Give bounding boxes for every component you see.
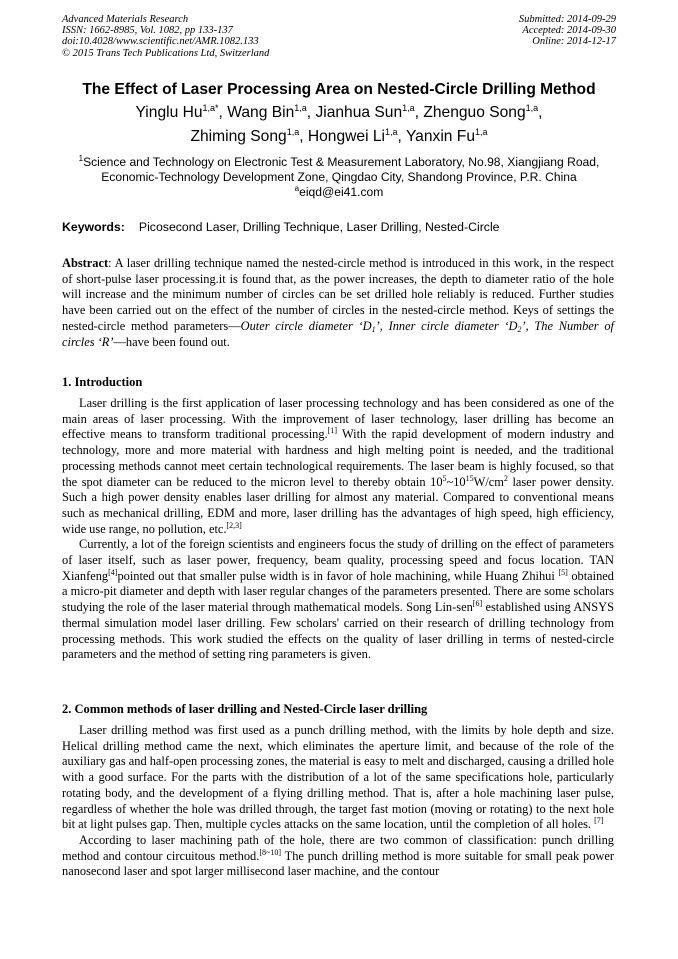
- paragraph: Laser drilling method was first used as a punch drilling method, with the limits by hole depth and size. Helical drilling method came the next, which eliminates the aperture limit, and because of the role of the auxiliary gas and half-open processing zones, the material is easy to melt and discharged, causing a drilled hole with a good surface. For the parts with the distribution of a lot of the same specifications hole, particularly rotating body, and the development of a flying drilling method. That is, after a hole machining laser pulse, regardless of whether the hole was drilled through, the target fast motion (moving or rotating) to the next hole bit at light pulses gap. Then, multiple cycles attacks on the same location, until the completion of all holes. [7]: [62, 723, 615, 832]
- author-separator: ,: [414, 104, 424, 121]
- citation[interactable]: [2,3]: [226, 520, 242, 530]
- paragraph: Laser drilling is the first application of laser processing technology and has been considered as one of the main areas of laser processing. With the improvement of laser technology, laser drilling has become an effective means to transform traditional processing.[1] With the rapid development of modern industry and technology, more and more material with hardness and high melting point is needed, and the traditional processing methods cannot meet certain technological requirements. The laser beam is highly focused, so that the spot diameter can be reduced to the micron level to thereby obtain $10^5\sim 10^{15}W/cm^2$ laser power density. Such a high power density enables laser drilling for almost any material. Compared to conventional means such as mechanical drilling, EDM and more, laser drilling has the advantages of high speed, high efficiency, wide use range, no pollution, etc.[2,3]: [62, 396, 615, 536]
- author-name: Zhiming Song: [190, 128, 287, 145]
- email-link[interactable]: eiqd@ei41.com: [299, 185, 384, 199]
- keywords-label: Keywords:: [62, 220, 125, 234]
- citation[interactable]: [1]: [327, 426, 337, 436]
- online-date: Online: 2014-12-17: [532, 36, 616, 48]
- submitted-date: Submitted: 2014-09-29: [518, 14, 616, 25]
- paragraph: According to laser machining path of the hole, there are two common of classification: punch drilling method and contour circuitous method.[8~10] The punch drilling method is more suitable for small peak power nanosecond laser and spot larger millisecond laser machine, and the contour: [62, 832, 615, 879]
- doi-link[interactable]: doi:10.4028/www.scientific.net/AMR.1082.133: [62, 36, 259, 48]
- author-separator: ,: [218, 104, 228, 121]
- author-affil-mark: 1,a: [525, 103, 539, 113]
- author-name: Jianhua Sun: [315, 104, 403, 121]
- email-mark: a: [294, 184, 300, 193]
- citation[interactable]: [4]: [108, 567, 118, 577]
- abstract-label: Abstract: [62, 256, 109, 270]
- section-heading-common-methods: 2. Common methods of laser drilling and Nested-Circle laser drilling: [62, 702, 428, 716]
- abstract-body: : A laser drilling technique named the nested-circle method is introduced in this work, in the respect of short-pulse laser processing.it is found that, as the power increases, the depth to diameter ratio of the hole will increase and the minimum number of circles can be set drilled hole reliably is reduced. Further studies have been carried out on the effect of the number of circles in the nested-circle method. Keys of settings the nested-circle method parameters—: [62, 256, 614, 333]
- issn-line: ISSN: 1662-8985, Vol. 1082, pp 133-137: [62, 25, 233, 37]
- author-separator: ,: [299, 128, 308, 145]
- author-line-2: [30, 128, 648, 146]
- accepted-date: Accepted: 2014-09-30: [522, 25, 616, 37]
- author-name: Yinglu Hu: [135, 104, 203, 121]
- author-name: Wang Bin: [227, 104, 295, 121]
- author-affil-mark: 1,a: [475, 127, 488, 137]
- author-affil-mark: 1,a: [286, 127, 300, 137]
- affiliation-number: 1: [78, 154, 84, 163]
- copyright-line: © 2015 Trans Tech Publications Ltd, Switzerland: [62, 47, 270, 59]
- author-line-1: Yinglu $Hu^{1,a*}$, Wang Bin$^{1,a}$, Jianhua Sun$^{1,a}$, Zhenguo Song$^{1,a}$,: [135, 103, 543, 121]
- paper-title: The Effect of Laser Processing Area on Nested-Circle Drilling Method: [82, 81, 596, 98]
- keywords: [62, 220, 500, 234]
- author-separator: ,: [397, 128, 406, 145]
- keywords-text: Picosecond Laser, Drilling Technique, Laser Drilling, Nested-Circle: [138, 220, 500, 234]
- abstract: [62, 256, 614, 350]
- affiliation-line-1: [30, 155, 648, 169]
- affiliation-line-2: Economic-Technology Development Zone, Qingdao City, Shandong Province, P.R. China: [101, 170, 577, 184]
- abstract-tail: —have been found out.: [113, 334, 230, 349]
- journal-header: [62, 14, 269, 59]
- common-methods-body: [62, 723, 614, 880]
- author-affil-mark: 1,a*: [202, 103, 219, 113]
- author-name: Zhenguo Song: [423, 104, 526, 121]
- abstract-param: Outer circle diameter ‘$D_1$’, Inner circle diameter ‘$D_2$’, The Number of circles ‘R’: [62, 318, 614, 349]
- author-name: Hongwei Li: [307, 128, 386, 145]
- author-separator: ,: [306, 104, 316, 121]
- author-name: Yanxin Fu: [405, 128, 475, 145]
- journal-name: Advanced Materials Research: [62, 14, 189, 25]
- citation[interactable]: [7]: [594, 816, 604, 826]
- section-heading-introduction: 1. Introduction: [62, 375, 143, 389]
- citation[interactable]: [8~10]: [259, 847, 282, 857]
- dates-header: [519, 14, 616, 48]
- affiliation-text: Science and Technology on Electronic Test & Measurement Laboratory, No.98, Xiangjiang Road,: [83, 155, 600, 169]
- author-affil-mark: 1,a: [385, 127, 398, 137]
- citation[interactable]: [6]: [472, 599, 483, 609]
- introduction-body: [62, 396, 614, 663]
- author-affil-mark: 1,a: [402, 103, 415, 113]
- paragraph: Currently, a lot of the foreign scientists and engineers focus the study of drilling on the effect of parameters of laser itself, such as laser power, frequency, beam quality, processing speed and focus location. TAN Xianfeng[4]pointed out that smaller pulse width is in favor of hole machining, while Huang Zhihui [5] obtained a micro-pit diameter and depth with laser regular changes of the parameters presented. There are some scholars studying the role of the laser material through mathematical models. Song Lin-sen[6] established using ANSYS thermal simulation model laser drilling. Few scholars' carried on their research of drilling technology from processing methods. This work studied the effects on the quality of laser drilling in terms of nested-circle parameters and the method of setting ring parameters is given.: [62, 537, 615, 662]
- citation[interactable]: [5]: [558, 567, 568, 577]
- author-affil-mark: 1,a: [294, 103, 307, 113]
- email-line: [30, 185, 648, 199]
